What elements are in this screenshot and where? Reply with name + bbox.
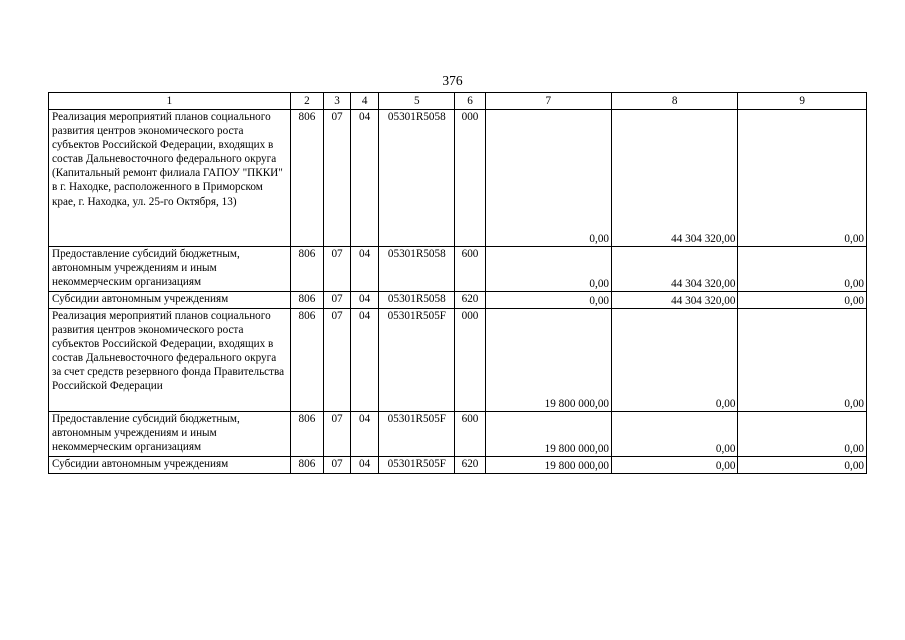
header-cell-6: 6 [455,93,485,110]
row-amount-col9: 0,00 [738,457,867,474]
row-amount-col7: 19 800 000,00 [485,457,611,474]
row-code-expense-type: 620 [455,292,485,309]
row-amount-col9: 0,00 [738,110,867,247]
row-code-expense-type: 000 [455,110,485,247]
row-code-section: 07 [323,309,350,412]
row-code-section: 07 [323,292,350,309]
row-code-expense-type: 620 [455,457,485,474]
row-code-section: 07 [323,110,350,247]
row-code-target: 05301R5058 [379,110,455,247]
row-amount-col9: 0,00 [738,292,867,309]
header-cell-3: 3 [323,93,350,110]
header-cell-5: 5 [379,93,455,110]
row-code-subsection: 04 [351,457,379,474]
table-row [49,457,867,474]
row-code-target: 05301R505F [379,412,455,457]
row-code-grbs: 806 [290,247,323,292]
row-code-subsection: 04 [351,247,379,292]
row-code-target: 05301R505F [379,457,455,474]
row-amount-col8: 44 304 320,00 [612,110,738,247]
budget-table [48,92,867,474]
table-row [49,110,867,247]
table-row [49,247,867,292]
row-code-subsection: 04 [351,309,379,412]
row-amount-col7: 19 800 000,00 [485,412,611,457]
row-code-grbs: 806 [290,457,323,474]
row-code-expense-type: 000 [455,309,485,412]
row-code-section: 07 [323,457,350,474]
row-amount-col7: 19 800 000,00 [485,309,611,412]
row-amount-col7: 0,00 [485,110,611,247]
row-code-grbs: 806 [290,292,323,309]
row-name: Предоставление субсидий бюджетным, автономным учреждениям и иным некоммерческим организациям [49,412,291,457]
row-code-grbs: 806 [290,309,323,412]
row-code-subsection: 04 [351,412,379,457]
row-amount-col8: 0,00 [612,412,738,457]
row-amount-col8: 44 304 320,00 [612,292,738,309]
row-amount-col7: 0,00 [485,247,611,292]
row-code-expense-type: 600 [455,247,485,292]
row-code-grbs: 806 [290,110,323,247]
row-code-target: 05301R505F [379,309,455,412]
page-number: 376 [442,73,463,88]
row-name: Реализация мероприятий планов социального развития центров экономического роста субъектов Российской Федерации, входящих в состав Дальневосточного федерального округа (Капитальный ремонт филиала ГАПОУ "ПККИ" в г. Находке, расположенного в Приморском крае, г. Находка, ул. 25-го Октября, 13) [49,110,291,247]
row-amount-col8: 44 304 320,00 [612,247,738,292]
row-name: Субсидии автономным учреждениям [49,457,291,474]
header-cell-2: 2 [290,93,323,110]
row-code-subsection: 04 [351,292,379,309]
row-amount-col9: 0,00 [738,247,867,292]
header-cell-9: 9 [738,93,867,110]
row-amount-col9: 0,00 [738,309,867,412]
row-name: Предоставление субсидий бюджетным, автономным учреждениям и иным некоммерческим организациям [49,247,291,292]
table-header-row [49,93,867,110]
header-cell-7: 7 [485,93,611,110]
row-amount-col9: 0,00 [738,412,867,457]
row-code-subsection: 04 [351,110,379,247]
row-amount-col8: 0,00 [612,309,738,412]
row-code-section: 07 [323,247,350,292]
header-cell-1: 1 [49,93,291,110]
row-amount-col7: 0,00 [485,292,611,309]
row-code-target: 05301R5058 [379,292,455,309]
table-row [49,309,867,412]
table-row [49,292,867,309]
row-amount-col8: 0,00 [612,457,738,474]
row-code-grbs: 806 [290,412,323,457]
row-name: Субсидии автономным учреждениям [49,292,291,309]
row-code-expense-type: 600 [455,412,485,457]
table-row [49,412,867,457]
header-cell-4: 4 [351,93,379,110]
row-name: Реализация мероприятий планов социального развития центров экономического роста субъектов Российской Федерации, входящих в состав Дальневосточного федерального округа за счет средств резервного фонда Правительства Российской Федерации [49,309,291,412]
row-code-target: 05301R5058 [379,247,455,292]
row-code-section: 07 [323,412,350,457]
header-cell-8: 8 [612,93,738,110]
